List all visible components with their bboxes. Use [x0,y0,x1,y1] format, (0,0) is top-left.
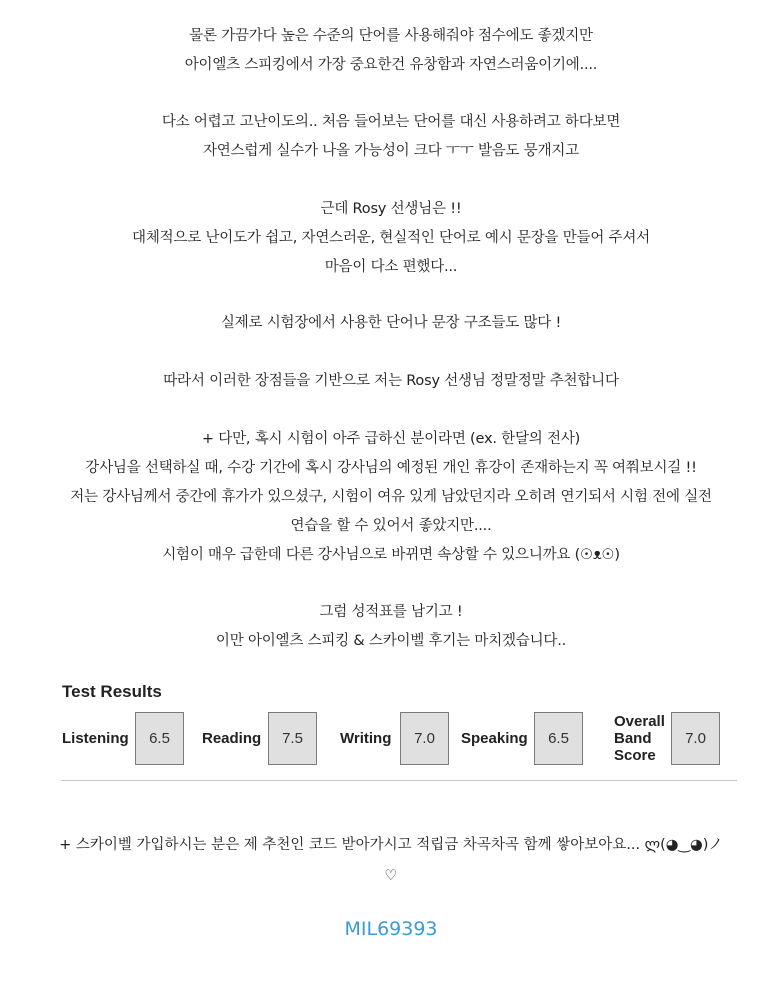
text-line: 시험이 매우 급한데 다른 강사님으로 바뀌면 속상할 수 있으니까요 (☉ᴥ☉) [162,547,620,563]
text-line: 다소 어렵고 고난이도의.. 처음 들어보는 단어를 대신 사용하려고 하다보면 [161,114,621,130]
text-line: + 다만, 혹시 시험이 아주 급하신 분이라면 (ex. 한달의 전사) [201,431,581,447]
text-line: 자연스럽게 실수가 나올 가능성이 크다 ㅜㅜ 발음도 뭉개지고 [202,143,580,159]
text-line: 대체적으로 난이도가 쉽고, 자연스러운, 현실적인 단어로 예시 문장을 만들어 주셔서 [132,230,650,246]
referral-paragraph [40,830,742,892]
text-line: 근데 Rosy 선생님은 !! [320,201,462,217]
paragraph [40,309,742,338]
text-line: 물론 가끔가다 높은 수준의 단어를 사용해줘야 점수에도 좋겠지만 [189,28,593,44]
test-results-title: Test Results [62,682,162,701]
score-value-box: 7.0 [671,712,720,765]
text-line: 강사님을 선택하실 때, 수강 기간에 혹시 강사님의 예정된 개인 휴강이 존재하는지 꼭 여쭤보시길 !! [85,460,697,476]
score-label-line: Band [614,730,652,747]
heart-line: ♡ [384,868,398,884]
score-label: Writing [340,730,392,747]
paragraph [40,425,742,570]
score-speaking [461,712,583,767]
score-value-box: 6.5 [135,712,184,765]
text-line: 그럼 성적표를 남기고 ! [319,604,463,620]
paragraph [40,195,742,282]
score-label-line: Overall [614,713,665,730]
paragraph [40,108,742,166]
score-value-box: 6.5 [534,712,583,765]
text-line: 따라서 이러한 장점들을 기반으로 저는 Rosy 선생님 정말정말 추천합니다 [163,373,619,389]
text-line: 마음이 다소 편했다... [324,259,458,275]
paragraph [40,598,742,656]
paragraph [40,22,742,80]
test-results-image [61,676,737,781]
text-line: 아이엘츠 스피킹에서 가장 중요한건 유창함과 자연스러움이기에.... [184,57,598,73]
score-value-box: 7.0 [400,712,449,765]
score-label-line: Score [614,747,656,764]
score-label: Listening [62,730,129,747]
text-line: 이만 아이엘츠 스피킹 & 스카이벨 후기는 마치겠습니다.. [215,633,567,649]
text-line: + 스카이벨 가입하시는 분은 제 추천인 코드 받아가시고 적립금 차곡차곡 함께 쌓아보아요... ლ(◕‿◕)ノ [59,837,723,853]
text-line: 연습을 할 수 있어서 좋았지만.... [290,518,492,534]
paragraph [40,367,742,396]
referral-code: MIL69393 [344,918,438,940]
score-writing [340,712,450,767]
score-label: Speaking [461,730,528,747]
score-label-multiline [614,712,665,765]
score-value-box: 7.5 [268,712,317,765]
text-line: 저는 강사님께서 중간에 휴가가 있으셨구, 시험이 여유 있게 남았던지라 오히려 연기되서 시험 전에 실전 [70,489,712,505]
score-label: Reading [202,730,262,747]
score-listening [62,712,184,767]
score-reading [202,712,318,767]
text-line: 실제로 시험장에서 사용한 단어나 문장 구조들도 많다 ! [220,315,562,331]
score-overall [614,712,722,767]
